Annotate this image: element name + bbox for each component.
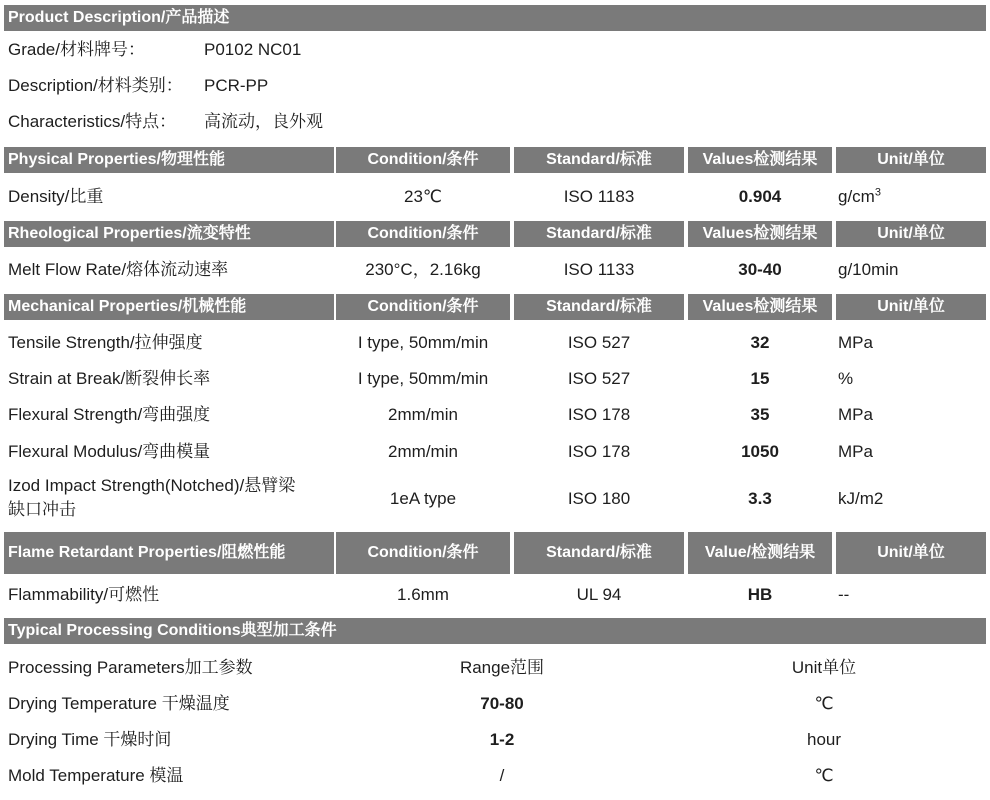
unit-value: g/10min — [838, 260, 899, 279]
standard-value: UL 94 — [576, 585, 622, 604]
mechanical-properties-header — [4, 294, 986, 320]
test-value: 3.3 — [748, 489, 772, 508]
property-name: Izod Impact Strength(Notched)/悬臂梁 缺口冲击 — [8, 476, 296, 519]
property-name: Flammability/可燃性 — [8, 585, 160, 604]
condition-value: 23℃ — [403, 187, 442, 206]
section-title: Typical Processing Conditions典型加工条件 — [4, 618, 986, 644]
rheological-properties-header — [4, 221, 986, 247]
table-row — [4, 763, 986, 789]
property-name: Melt Flow Rate/熔体流动速率 — [8, 260, 229, 279]
condition-value: 1.6mm — [397, 585, 449, 604]
param-name: Mold Temperature 模温 — [8, 766, 184, 785]
range-value: 70-80 — [480, 694, 524, 713]
unit-value: kJ/m2 — [838, 489, 884, 508]
unit-header: Unit/单位 — [836, 294, 986, 320]
property-name: Flexural Modulus/弯曲模量 — [8, 442, 211, 461]
standard-value: ISO 527 — [567, 333, 631, 352]
property-name: Tensile Strength/拉伸强度 — [8, 333, 203, 352]
standard-header: Standard/标准 — [514, 221, 684, 247]
section-title: Physical Properties/物理性能 — [4, 147, 334, 173]
unit-value: ℃ — [814, 694, 834, 713]
standard-value: ISO 527 — [567, 369, 631, 388]
physical-properties-header — [4, 147, 986, 173]
section-title: Rheological Properties/流变特性 — [4, 221, 334, 247]
range-header: Range范围 — [459, 658, 545, 677]
unit-value: % — [838, 369, 854, 388]
table-row — [4, 582, 986, 608]
table-row — [4, 257, 986, 283]
condition-header: Condition/条件 — [336, 294, 510, 320]
table-row — [4, 474, 986, 524]
table-row — [4, 330, 986, 356]
table-row — [4, 439, 986, 465]
standard-header: Standard/标准 — [514, 294, 684, 320]
unit-value: -- — [838, 585, 850, 604]
field-value: PCR-PP — [204, 76, 269, 95]
unit-header: Unit/单位 — [836, 147, 986, 173]
table-row — [4, 184, 986, 210]
test-value: 15 — [750, 369, 770, 388]
condition-value: 230°C，2.16kg — [365, 260, 481, 279]
param-header: Processing Parameters加工参数 — [8, 658, 253, 677]
standard-value: ISO 1133 — [563, 260, 635, 279]
processing-conditions-header — [4, 618, 986, 644]
values-header: Value/检测结果 — [688, 532, 832, 574]
values-header: Values检测结果 — [688, 294, 832, 320]
test-value: HB — [747, 585, 773, 604]
unit-value: ℃ — [814, 766, 834, 785]
property-name: Strain at Break/断裂伸长率 — [8, 369, 211, 388]
param-name: Drying Temperature 干燥温度 — [8, 694, 230, 713]
range-value: / — [499, 766, 505, 785]
unit-value: MPa — [838, 333, 873, 352]
range-value: 1-2 — [489, 730, 515, 749]
field-label: Grade/材料牌号： — [8, 40, 145, 59]
param-name: Drying Time 干燥时间 — [8, 730, 172, 749]
test-value: 32 — [750, 333, 770, 352]
field-label: Characteristics/特点： — [8, 112, 177, 131]
table-row — [4, 727, 986, 753]
unit-value: MPa — [838, 442, 873, 461]
table-row — [4, 691, 986, 717]
section-title: Mechanical Properties/机械性能 — [4, 294, 334, 320]
property-name: Density/比重 — [8, 187, 104, 206]
condition-value: I type, 50mm/min — [357, 369, 489, 388]
standard-header: Standard/标准 — [514, 532, 684, 574]
processing-column-headers — [4, 655, 986, 681]
standard-value: ISO 1183 — [563, 187, 635, 206]
condition-value: I type, 50mm/min — [357, 333, 489, 352]
grade-row — [4, 37, 986, 63]
description-row — [4, 73, 986, 99]
values-header: Values检测结果 — [688, 147, 832, 173]
unit-value: hour — [806, 730, 842, 749]
unit-header: Unit单位 — [791, 658, 857, 677]
field-label: Description/材料类别： — [8, 76, 183, 95]
field-value: 高流动，良外观 — [204, 112, 323, 131]
condition-value: 2mm/min — [388, 442, 458, 461]
test-value: 0.904 — [738, 187, 782, 206]
test-value: 30-40 — [738, 260, 782, 279]
unit-header: Unit/单位 — [836, 532, 986, 574]
test-value: 1050 — [741, 442, 779, 461]
test-value: 35 — [750, 405, 770, 424]
property-name: Flexural Strength/弯曲强度 — [8, 405, 211, 424]
characteristics-row — [4, 109, 986, 135]
field-value: P0102 NC01 — [204, 40, 302, 59]
unit-header: Unit/单位 — [836, 221, 986, 247]
standard-value: ISO 180 — [567, 489, 631, 508]
standard-value: ISO 178 — [567, 442, 631, 461]
table-row — [4, 366, 986, 392]
values-header: Values检测结果 — [688, 221, 832, 247]
condition-header: Condition/条件 — [336, 532, 510, 574]
standard-header: Standard/标准 — [514, 147, 684, 173]
standard-value: ISO 178 — [567, 405, 631, 424]
section-title: Flame Retardant Properties/阻燃性能 — [4, 532, 334, 574]
product-description-header — [4, 5, 986, 31]
condition-value: 1eA type — [389, 489, 457, 508]
condition-header: Condition/条件 — [336, 147, 510, 173]
unit-value: MPa — [838, 405, 873, 424]
flame-retardant-header — [4, 532, 986, 574]
table-row — [4, 402, 986, 428]
condition-value: 2mm/min — [388, 405, 458, 424]
condition-header: Condition/条件 — [336, 221, 510, 247]
section-title: Product Description/产品描述 — [4, 5, 986, 31]
unit-value: $g/cm^3$ — [838, 186, 881, 206]
